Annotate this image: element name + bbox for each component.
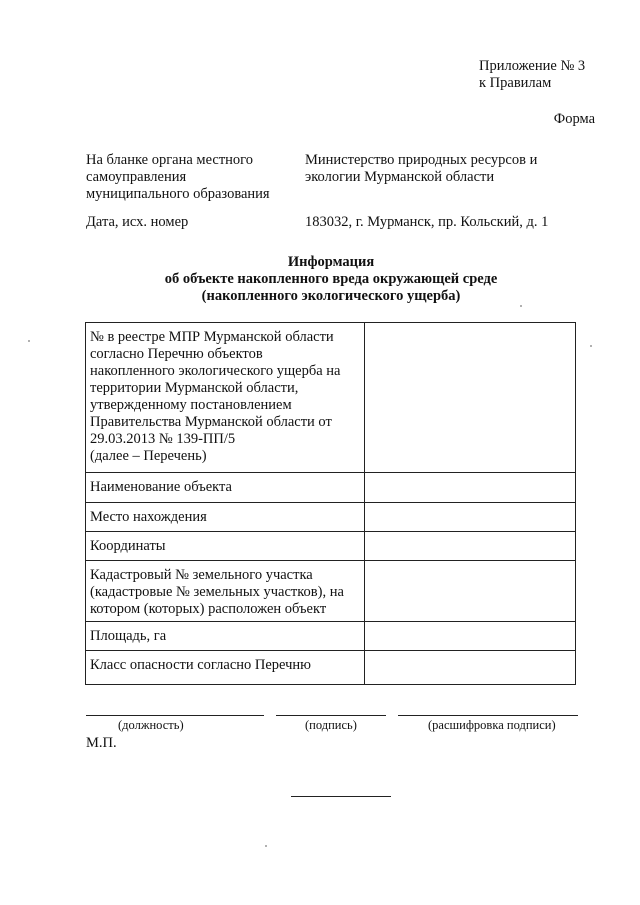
recipient-address: 183032, г. Мурманск, пр. Кольский, д. 1 bbox=[305, 214, 549, 230]
table-row bbox=[86, 503, 576, 532]
row-label-line: котором (которых) расположен объект bbox=[90, 601, 327, 617]
signature-caption: (подпись) bbox=[305, 718, 357, 732]
row-label-line: Кадастровый № земельного участка bbox=[90, 567, 313, 583]
row-label-line: Площадь, га bbox=[90, 628, 167, 644]
row-value-cell[interactable] bbox=[365, 651, 576, 685]
table-row bbox=[86, 561, 576, 622]
row-label-line: Правительства Мурманской области от bbox=[90, 414, 332, 430]
row-value-cell[interactable] bbox=[365, 473, 576, 503]
row-label-line: (кадастровые № земельных участков), на bbox=[90, 584, 344, 600]
table-row bbox=[86, 622, 576, 651]
scan-speck bbox=[520, 305, 522, 307]
row-value-cell[interactable] bbox=[365, 503, 576, 532]
row-label-line: согласно Перечню объектов bbox=[90, 346, 263, 362]
sender-block bbox=[86, 152, 296, 203]
table-row bbox=[86, 323, 576, 473]
row-label bbox=[86, 503, 365, 532]
title-line3: (накопленного экологического ущерба) bbox=[201, 288, 461, 304]
recipient-line2: экологии Мурманской области bbox=[305, 169, 495, 185]
position-signature-line bbox=[86, 715, 264, 716]
row-label bbox=[86, 622, 365, 651]
table-row bbox=[86, 473, 576, 503]
info-table-body bbox=[86, 323, 576, 685]
scan-speck bbox=[265, 845, 267, 847]
appendix-reference bbox=[479, 58, 585, 92]
row-label-line: утвержденному постановлением bbox=[90, 397, 292, 413]
sender-line3: муниципального образования bbox=[86, 186, 270, 202]
row-value-cell[interactable] bbox=[365, 561, 576, 622]
date-number-label: Дата, исх. номер bbox=[86, 214, 189, 230]
stamp-place: М.П. bbox=[86, 735, 117, 751]
row-label bbox=[86, 473, 365, 503]
row-label-line: Наименование объекта bbox=[90, 479, 232, 495]
sender-line1: На бланке органа местного bbox=[86, 152, 254, 168]
appendix-line1: Приложение № 3 bbox=[479, 58, 586, 74]
row-value-cell[interactable] bbox=[365, 622, 576, 651]
row-label bbox=[86, 561, 365, 622]
decoding-caption: (расшифровка подписи) bbox=[428, 718, 556, 732]
appendix-line2: к Правилам bbox=[479, 75, 552, 91]
row-label-line: Место нахождения bbox=[90, 509, 207, 525]
signature-line bbox=[276, 715, 386, 716]
recipient-line1: Министерство природных ресурсов и bbox=[305, 152, 538, 168]
scan-speck bbox=[590, 345, 592, 347]
row-label-line: 29.03.2013 № 139-ПП/5 bbox=[90, 431, 236, 447]
scan-speck bbox=[28, 340, 30, 342]
position-caption: (должность) bbox=[118, 718, 184, 732]
row-label-line: территории Мурманской области, bbox=[90, 380, 299, 396]
row-label bbox=[86, 651, 365, 685]
info-table bbox=[85, 322, 576, 685]
row-label-line: Координаты bbox=[90, 538, 166, 554]
footer-rule bbox=[291, 796, 391, 797]
document-title bbox=[86, 254, 576, 305]
row-label bbox=[86, 323, 365, 473]
decoding-signature-line bbox=[398, 715, 578, 716]
row-label bbox=[86, 532, 365, 561]
row-label-line: Класс опасности согласно Перечню bbox=[90, 657, 312, 673]
title-line1: Информация bbox=[287, 254, 375, 270]
row-label-line: накопленного экологического ущерба на bbox=[90, 363, 341, 379]
row-label-line: № в реестре МПР Мурманской области bbox=[90, 329, 334, 345]
recipient-block bbox=[305, 152, 575, 186]
form-label: Форма bbox=[553, 111, 595, 127]
row-label-line: (далее – Перечень) bbox=[90, 448, 207, 464]
title-line2: об объекте накопленного вреда окружающей среде bbox=[164, 271, 498, 287]
table-row bbox=[86, 651, 576, 685]
row-value-cell[interactable] bbox=[365, 532, 576, 561]
row-value-cell[interactable] bbox=[365, 323, 576, 473]
table-row bbox=[86, 532, 576, 561]
sender-line2: самоуправления bbox=[86, 169, 187, 185]
